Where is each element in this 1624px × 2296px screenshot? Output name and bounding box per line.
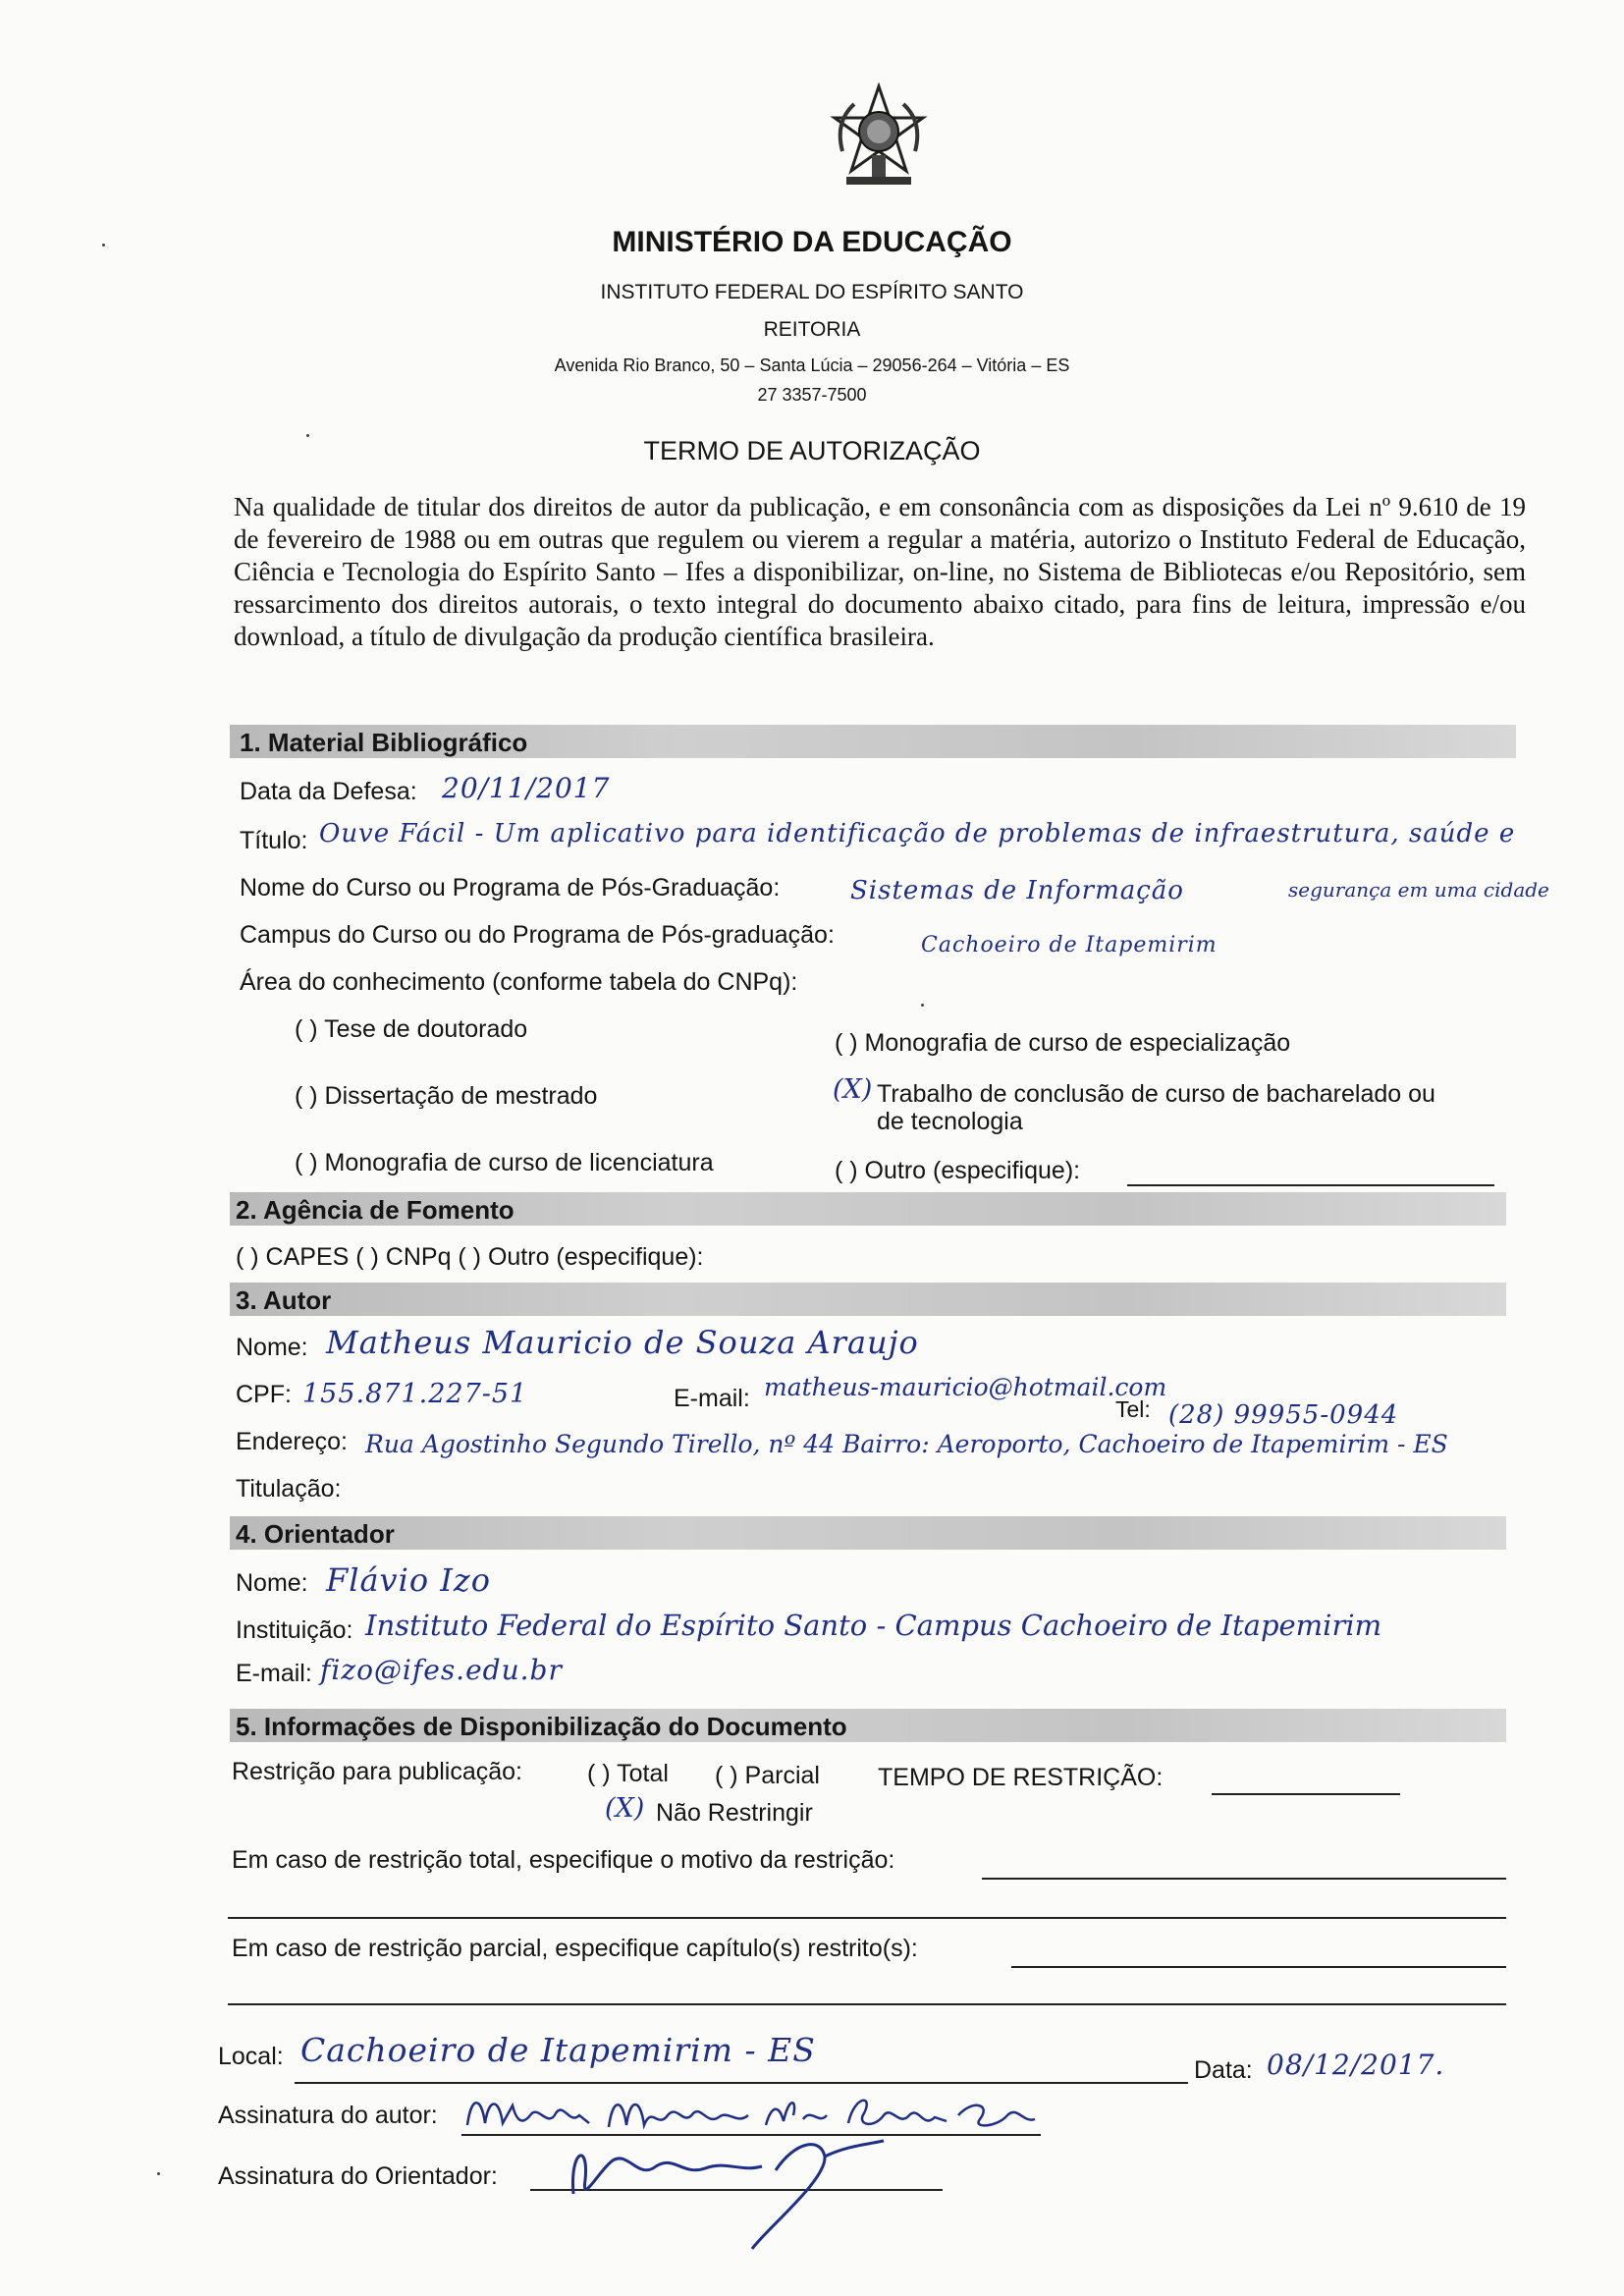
restriction-total-option: ( ) Total — [587, 1760, 669, 1787]
author-signature-label: Assinatura do autor: — [218, 2102, 438, 2129]
campus-label: Campus do Curso ou do Programa de Pós-graduação: — [240, 921, 835, 949]
author-email-value: matheus-mauricio@hotmail.com — [764, 1373, 1167, 1401]
no-restriction-mark: (X) — [605, 1793, 645, 1824]
section-4-bar — [230, 1516, 1506, 1550]
local-label: Local: — [218, 2043, 284, 2070]
author-tel-label: Tel: — [1115, 1396, 1151, 1422]
option-tcc-mark: (X) — [833, 1074, 873, 1105]
advisor-institution-value: Instituto Federal do Espírito Santo - Campus Cachoeiro de Itapemirim — [365, 1609, 1382, 1642]
section-5-title: 5. Informações de Disponibilização do Documento — [236, 1712, 847, 1741]
restriction-time-label: TEMPO DE RESTRIÇÃO: — [878, 1764, 1164, 1791]
section-4-title: 4. Orientador — [236, 1519, 395, 1549]
restriction-time-line — [1212, 1793, 1400, 1795]
advisor-email-value: fizo@ifes.edu.br — [320, 1654, 563, 1686]
institute-address: Avenida Rio Branco, 50 – Santa Lúcia – 29056-264 – Vitória – ES — [554, 355, 1070, 375]
local-line — [295, 2082, 1188, 2084]
option-licentiate: ( ) Monografia de curso de licenciatura — [295, 1149, 714, 1176]
advisor-email-label: E-mail: — [236, 1660, 312, 1687]
restriction-label: Restrição para publicação: — [232, 1758, 522, 1785]
restriction-partial-option: ( ) Parcial — [715, 1762, 820, 1789]
course-value: Sistemas de Informação — [850, 876, 1184, 905]
total-restriction-reason-label: Em caso de restrição total, especifique o motivo da restrição: — [232, 1846, 895, 1874]
partial-restriction-line-2 — [228, 2003, 1506, 2005]
signing-date-value: 08/12/2017. — [1267, 2049, 1445, 2081]
advisor-institution-label: Instituição: — [236, 1616, 353, 1644]
option-tcc-line-2: de tecnologia — [877, 1108, 1023, 1135]
total-restriction-line-1 — [982, 1878, 1506, 1880]
author-degree-label: Titulação: — [236, 1475, 342, 1503]
coat-of-arms-emblem — [825, 82, 933, 191]
signing-date-label: Data: — [1194, 2056, 1253, 2084]
institute-name: INSTITUTO FEDERAL DO ESPÍRITO SANTO — [600, 281, 1024, 303]
author-cpf-label: CPF: — [236, 1381, 292, 1408]
work-title-continuation: segurança em uma cidade — [1288, 878, 1549, 902]
author-address-label: Endereço: — [236, 1428, 348, 1455]
option-thesis: ( ) Tese de doutorado — [295, 1015, 528, 1043]
authorization-paragraph: Na qualidade de titular dos direitos de autor da publicação, e em consonância com as disposições da Lei nº 9.610 de 19 de fevereiro de 1988 ou em outras que regulem ou vierem a regular a matéria, autorizo o Instituto Federal de Educação, Ciência e Tecnologia do Espírito Santo – Ifes a disponibilizar, on-line, no Sistema de Bibliotecas e/ou Repositório, sem ressarcimento dos direitos autorais, o texto integral do documento abaixo citado, para fins de leitura, impressão e/ou download, a título de divulgação da produção científica brasileira. — [234, 492, 1526, 651]
author-name-label: Nome: — [236, 1334, 308, 1361]
option-other: ( ) Outro (especifique): — [835, 1157, 1081, 1184]
advisor-name-value: Flávio Izo — [326, 1561, 492, 1599]
section-1-title: 1. Material Bibliográfico — [240, 728, 528, 757]
course-label: Nome do Curso ou Programa de Pós-Graduação: — [240, 874, 781, 902]
section-3-title: 3. Autor — [236, 1285, 332, 1315]
partial-restriction-label: Em caso de restrição parcial, especifique capítulo(s) restrito(s): — [232, 1935, 918, 1962]
partial-restriction-line-1 — [1011, 1966, 1506, 1968]
work-title-label: Título: — [240, 827, 308, 854]
rectory-name: REITORIA — [763, 318, 861, 341]
section-2-title: 2. Agência de Fomento — [236, 1195, 514, 1225]
advisor-signature — [530, 2111, 943, 2259]
scan-speck — [306, 434, 309, 437]
document-title: TERMO DE AUTORIZAÇÃO — [643, 436, 981, 465]
option-dissertation: ( ) Dissertação de mestrado — [295, 1082, 598, 1110]
institute-phone: 27 3357-7500 — [757, 385, 867, 405]
funding-options: ( ) CAPES ( ) CNPq ( ) Outro (especifique): — [236, 1243, 704, 1271]
option-specialization: ( ) Monografia de curso de especialização — [835, 1029, 1291, 1057]
author-email-label: E-mail: — [674, 1385, 750, 1412]
knowledge-area-label: Área do conhecimento (conforme tabela do CNPq): — [240, 968, 798, 996]
author-tel-value: (28) 99955-0944 — [1168, 1400, 1399, 1430]
no-restriction-label: Não Restringir — [656, 1799, 813, 1827]
local-value: Cachoeiro de Itapemirim - ES — [300, 2031, 816, 2069]
option-other-line — [1127, 1184, 1494, 1186]
scan-speck — [921, 1004, 924, 1007]
section-3-bar — [230, 1283, 1506, 1316]
scan-speck — [157, 2172, 160, 2175]
total-restriction-line-2 — [228, 1917, 1506, 1919]
ministry-title: MINISTÉRIO DA EDUCAÇÃO — [612, 226, 1012, 258]
campus-value: Cachoeiro de Itapemirim — [921, 933, 1218, 957]
author-cpf-value: 155.871.227-51 — [302, 1379, 528, 1409]
author-address-value: Rua Agostinho Segundo Tirello, nº 44 Bairro: Aeroporto, Cachoeiro de Itapemirim - ES — [365, 1430, 1448, 1458]
advisor-name-label: Nome: — [236, 1569, 308, 1597]
defense-date-label: Data da Defesa: — [240, 778, 417, 805]
advisor-signature-label: Assinatura do Orientador: — [218, 2162, 498, 2190]
author-name-value: Matheus Mauricio de Souza Araujo — [326, 1324, 919, 1361]
work-title-value: Ouve Fácil - Um aplicativo para identificação de problemas de infraestrutura, saúde e — [319, 819, 1516, 848]
scan-speck — [102, 244, 105, 246]
option-tcc-line-1: Trabalho de conclusão de curso de bacharelado ou — [877, 1080, 1435, 1108]
defense-date-value: 20/11/2017 — [442, 772, 611, 804]
